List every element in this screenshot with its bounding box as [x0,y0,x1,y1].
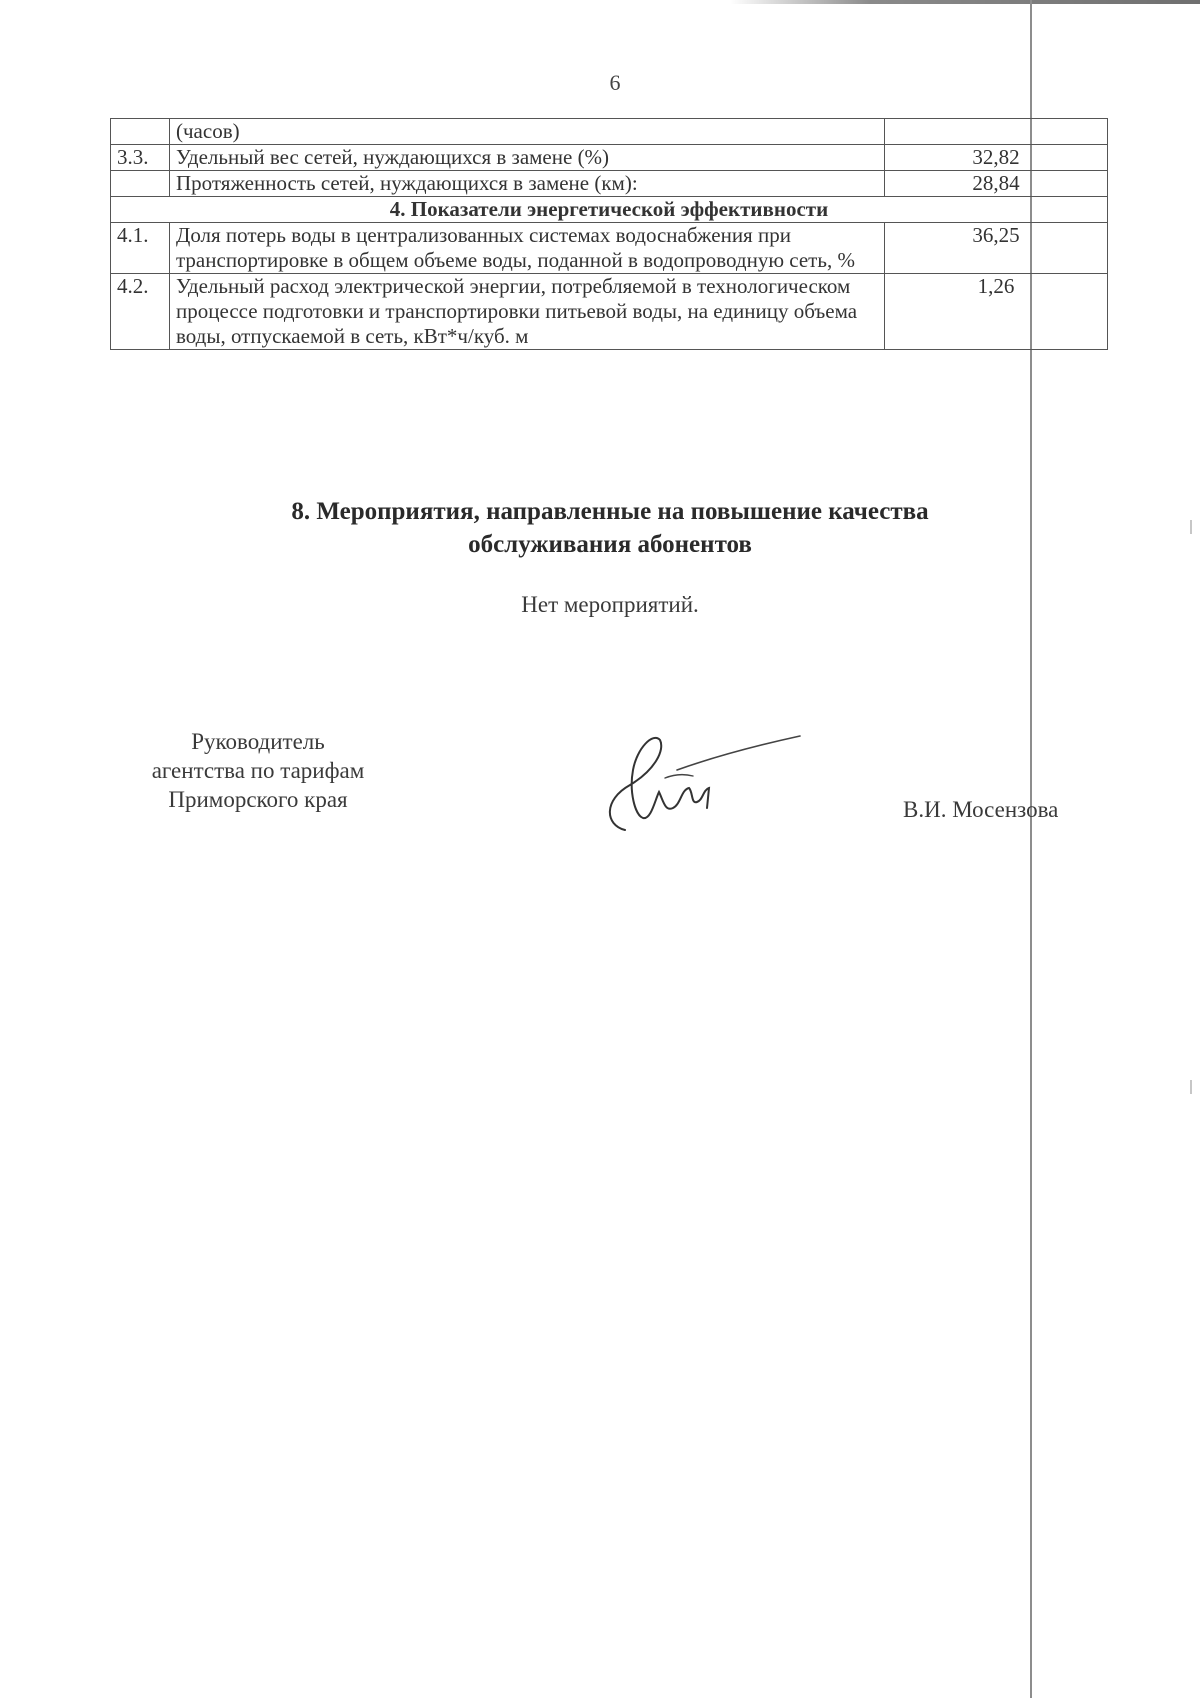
row-text: Доля потерь воды в централизованных системах водоснабжения при транспортировке в общем объеме воды, поданной в водопроводную сеть, % [170,223,885,274]
row-value [885,119,1108,145]
table-section-row [111,197,1108,223]
table-row [111,223,1108,274]
section-8-body: Нет мероприятий. [521,592,699,617]
table-row [111,119,1108,145]
scan-edge-top [730,0,1200,4]
section-8-title [200,495,1020,561]
row-value: 28,84 [885,171,1108,197]
row-number: 4.1. [111,223,170,274]
handwritten-signature [585,730,805,840]
row-text: Удельный вес сетей, нуждающихся в замене (%) [170,145,885,171]
row-value: 32,82 [885,145,1108,171]
row-number: 4.2. [111,274,170,350]
row-value: 36,25 [885,223,1108,274]
row-text: Удельный расход электрической энергии, потребляемой в технологическом процессе подготовки и транспортировки питьевой воды, на единицу объема воды, отпускаемой в сеть, кВт*ч/куб. м [170,274,885,350]
signer-name: В.И. Мосензова [903,797,1059,822]
section-heading: 4. Показатели энергетической эффективности [111,197,1108,223]
signer-position [108,727,408,814]
scan-artifact [1190,1080,1192,1094]
row-number [111,171,170,197]
section-8-title-line: 8. Мероприятия, направленные на повышение качества [291,498,929,525]
row-text: Протяженность сетей, нуждающихся в замене (км): [170,171,885,197]
signer-position-line: Руководитель [191,729,325,754]
row-text: (часов) [170,119,885,145]
table-row [111,171,1108,197]
row-number [111,119,170,145]
signer-position-line: Приморского края [168,787,348,812]
page-number: 6 [609,70,621,95]
signer-position-line: агентства по тарифам [151,758,365,783]
table-row [111,274,1108,350]
row-value: 1,26 [885,274,1108,350]
section-8-title-line: обслуживания абонентов [468,531,752,558]
row-number: 3.3. [111,145,170,171]
table-row [111,145,1108,171]
scan-artifact [1190,520,1192,534]
indicators-table [110,118,1108,350]
